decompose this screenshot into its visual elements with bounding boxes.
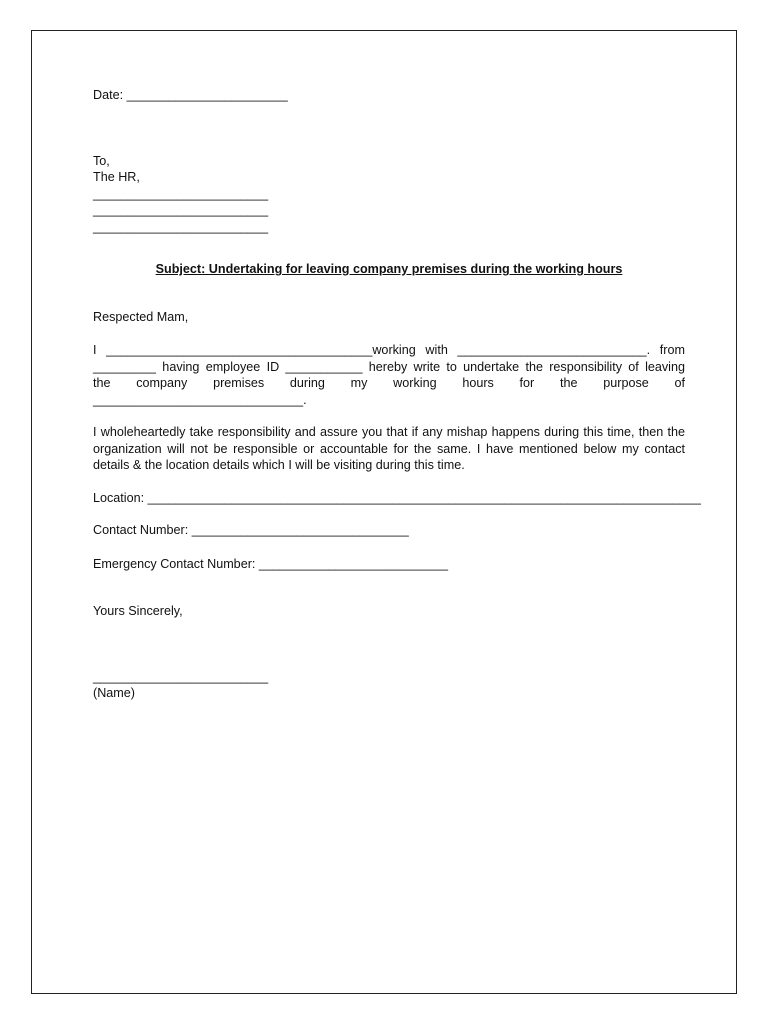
to-line: To, [93,153,110,168]
paragraph-1-line: the company premises during my working hours for the purpose of [93,376,685,390]
name-label: (Name) [93,686,135,700]
contact-number-line: Contact Number: _______________________________ [93,523,409,537]
recipient-line: The HR, [93,170,140,184]
paragraph-1-line: I ______________________________________working with ___________________________. from [93,343,685,357]
closing-line: Yours Sincerely, [93,604,183,618]
address-line: _________________________ [93,186,269,201]
paragraph-1-last-line: ______________________________. [93,392,307,407]
paragraph-1-line: _________ having employee ID ___________ hereby write to undertake the responsibility of leaving [93,359,685,374]
salutation: Respected Mam, [93,309,189,324]
address-line: _________________________ [93,203,269,217]
letter-body [93,87,701,702]
subject-line: Subject: Undertaking for leaving company premises during the working hours [155,262,623,276]
paragraph-2: I wholeheartedly take responsibility and assure you that if any mishap happens during this time, then the organization will not be responsible or accountable for the same. I have mentioned below my contact details & the location details which I will be visiting during this time. [93,425,685,472]
location-line: Location: _______________________________________________________________________________ [93,490,701,505]
signature-line: _________________________ [93,669,269,684]
emergency-contact-line: Emergency Contact Number: ___________________________ [93,556,448,571]
address-line: _________________________ [93,219,269,234]
date-line: Date: _______________________ [93,88,288,102]
